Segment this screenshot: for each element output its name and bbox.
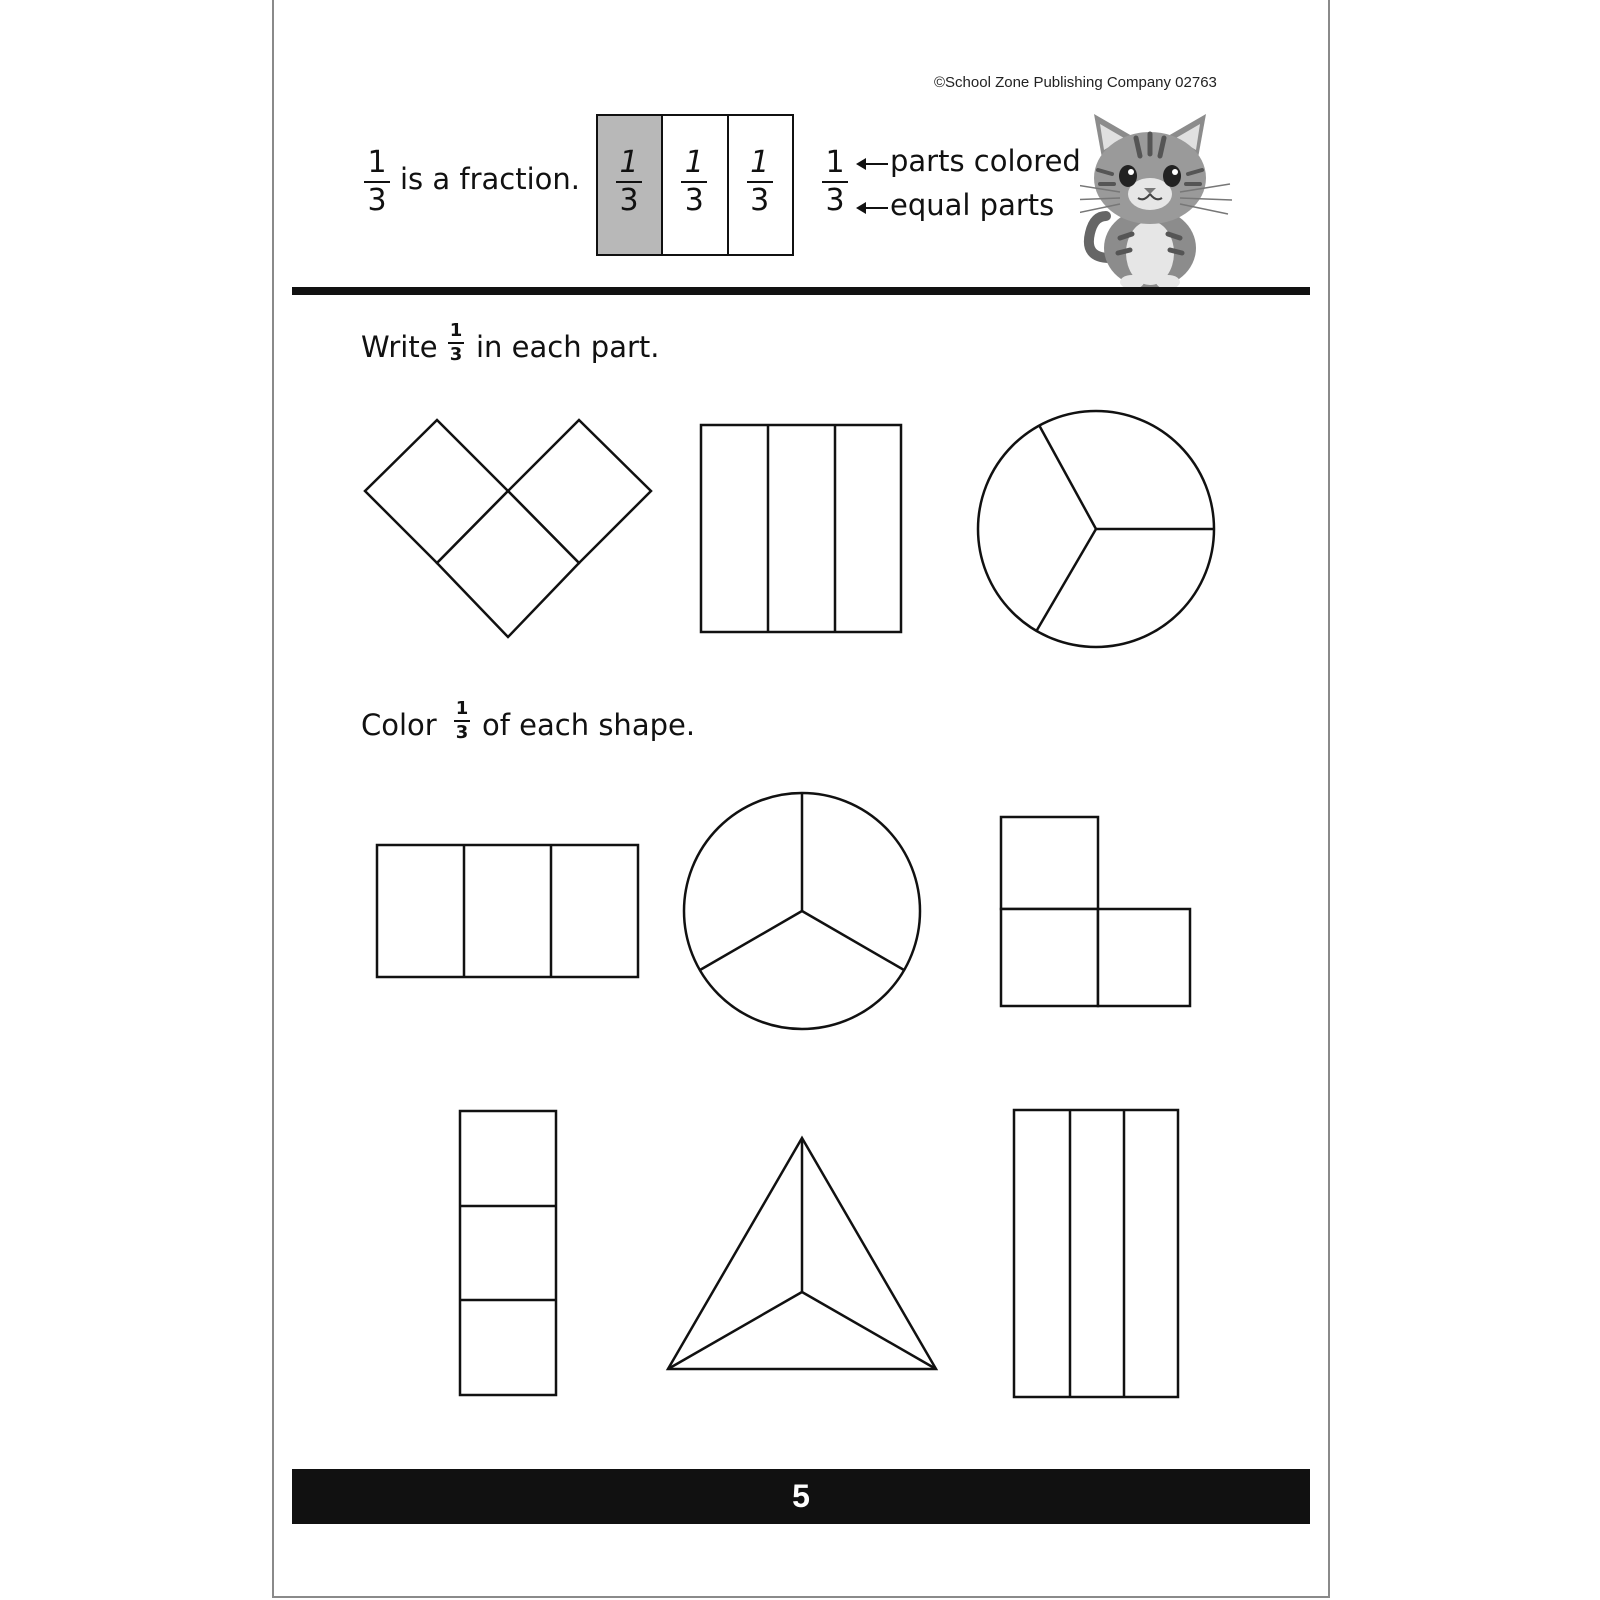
intro-denominator: 3 — [367, 183, 387, 218]
page-number-bar — [292, 1469, 1310, 1524]
copyright-notice: ©School Zone Publishing Company 02763 — [934, 74, 1217, 91]
heart-shape[interactable] — [365, 420, 651, 637]
section1-after: in each part. — [476, 330, 660, 364]
rectangle-thirds-shape[interactable] — [701, 425, 901, 632]
legend-equal-parts: equal parts — [890, 188, 1055, 222]
thirds-box-part: 1 3 — [663, 116, 728, 254]
legend-fraction: 1 3 — [822, 148, 848, 216]
intro-text: is a fraction. — [400, 162, 580, 196]
triangle-shape[interactable] — [668, 1138, 936, 1369]
thirds-box-part-shaded: 1 3 — [598, 116, 663, 254]
l-shape[interactable] — [1001, 817, 1190, 1006]
circle-color-shape[interactable] — [684, 793, 920, 1029]
intro-numerator: 1 — [367, 145, 387, 180]
section2-before: Color — [361, 708, 437, 742]
section1-before: Write — [361, 330, 438, 364]
legend-parts-colored: parts colored — [890, 144, 1081, 178]
page-number: 5 — [792, 1478, 810, 1514]
thirds-box-part: 1 3 — [729, 116, 792, 254]
tall-rectangle-shape[interactable] — [460, 1111, 556, 1395]
section2-fraction: 1 3 — [455, 698, 469, 743]
section1-fraction: 1 3 — [449, 320, 463, 365]
wide-rectangle-shape[interactable] — [377, 845, 638, 977]
strips-rectangle-shape[interactable] — [1014, 1110, 1178, 1397]
circle-thirds-shape[interactable] — [978, 411, 1214, 647]
section2-after: of each shape. — [482, 708, 696, 742]
